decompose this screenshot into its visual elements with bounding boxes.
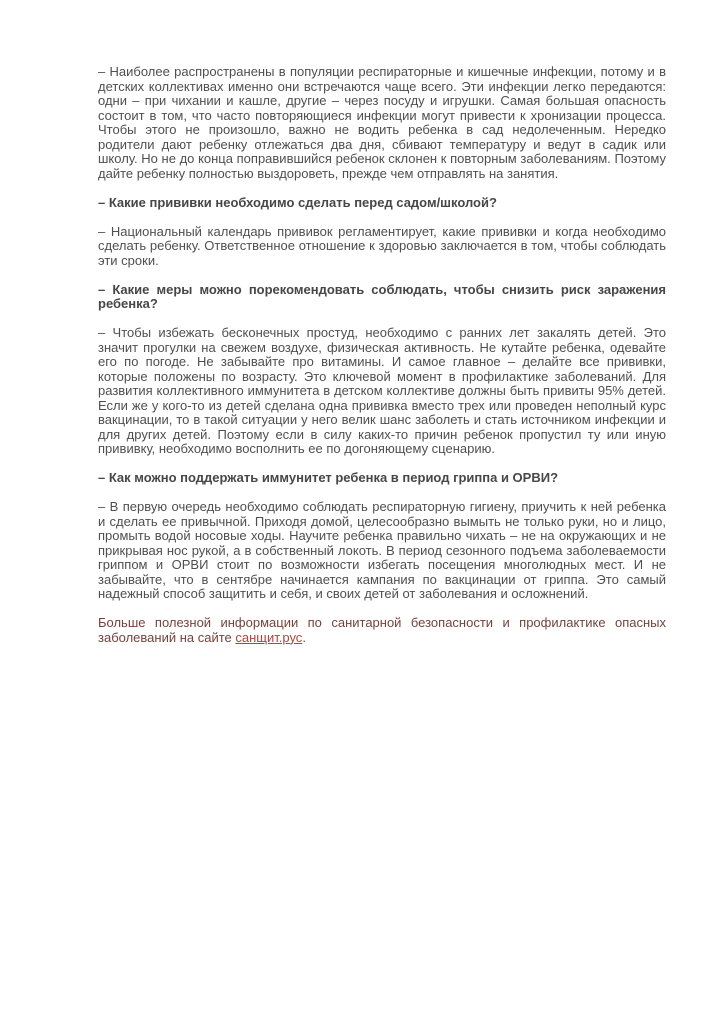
site-link[interactable]: санщит.рус bbox=[235, 629, 303, 645]
paragraph-national-calendar: – Национальный календарь прививок регламентирует, какие прививки и когда необходимо сделать ребенку. Ответственное отношение к здоровью заключается в том, чтобы соблюдать эти сроки. bbox=[98, 223, 666, 268]
question-support-immunity: – Как можно поддержать иммунитет ребенка в период гриппа и ОРВИ? bbox=[98, 470, 559, 485]
footer-note bbox=[98, 616, 666, 645]
question-vaccines-before-school: – Какие прививки необходимо сделать перед садом/школой? bbox=[98, 194, 497, 210]
paragraph-infections-overview: – Наиболее распространены в популяции респираторные и кишечные инфекции, потому и в детских коллективах именно они встречаются чаще всего. Эти инфекции легко передаются: одни – при чихании и кашле, другие – через посуду и игрушки. Самая большая опасность состоит в том, что часто повторяющиеся инфекции могут привести к хронизации процесса. Чтобы этого не произошло, важно не водить ребенка в сад недолеченным. Нередко родители дают ребенку отлежаться два дня, сбивают температуру и ведут в садик или школу. Но не до конца поправившийся ребенок склонен к повторным заболеваниям. Поэтому дайте ребенку полностью выздороветь, прежде чем отправлять на занятия. bbox=[98, 64, 666, 181]
question-measures-reduce-risk: – Какие меры можно порекомендовать соблюдать, чтобы снизить риск заражения ребенка? bbox=[98, 281, 666, 311]
paragraph-respiratory-hygiene: – В первую очередь необходимо соблюдать респираторную гигиену, приучить к ней ребенка и сделать ее привычной. Приходя домой, целесообразно вымыть не только руки, но и лицо, промыть водой носовые ходы. Научите ребенка правильно чихать – не на окружающих и не прикрывая нос рукой, а в собственный локоть. В период сезонного подъема заболеваемости гриппом и ОРВИ стоит по возможности избегать посещения многолюдных мест. И не забывайте, что в сентябре начинается кампания по вакцинации от гриппа. Это самый надежный способ защитить и себя, и своих детей от заболевания и осложнений. bbox=[98, 499, 666, 601]
article-text bbox=[98, 65, 666, 660]
footer-note-period: . bbox=[302, 629, 306, 645]
paragraph-hardening-and-vaccination: – Чтобы избежать бесконечных простуд, необходимо с ранних лет закалять детей. Это значит прогулки на свежем воздухе, физическая активность. Не кутайте ребенка, одевайте его по погоде. Не забывайте про витамины. И самое главное – делайте все прививки, которые положены по возрасту. Это ключевой момент в профилактике заболеваний. Для развития коллективного иммунитета в детском коллективе должны быть привиты 95% детей. Если же у кого-то из детей сделана одна прививка вместо трех или проведен неполный курс вакцинации, то в такой ситуации у него велик шанс заболеть и стать источником инфекции и для других детей. Поэтому если в силу каких-то причин ребенок пропустил ту или иную прививку, необходимо восполнить ее по догоняющему сценарию. bbox=[98, 325, 666, 456]
footer-note-text: Больше полезной информации по санитарной безопасности и профилактике опасных заболеваний на сайте bbox=[98, 615, 666, 645]
